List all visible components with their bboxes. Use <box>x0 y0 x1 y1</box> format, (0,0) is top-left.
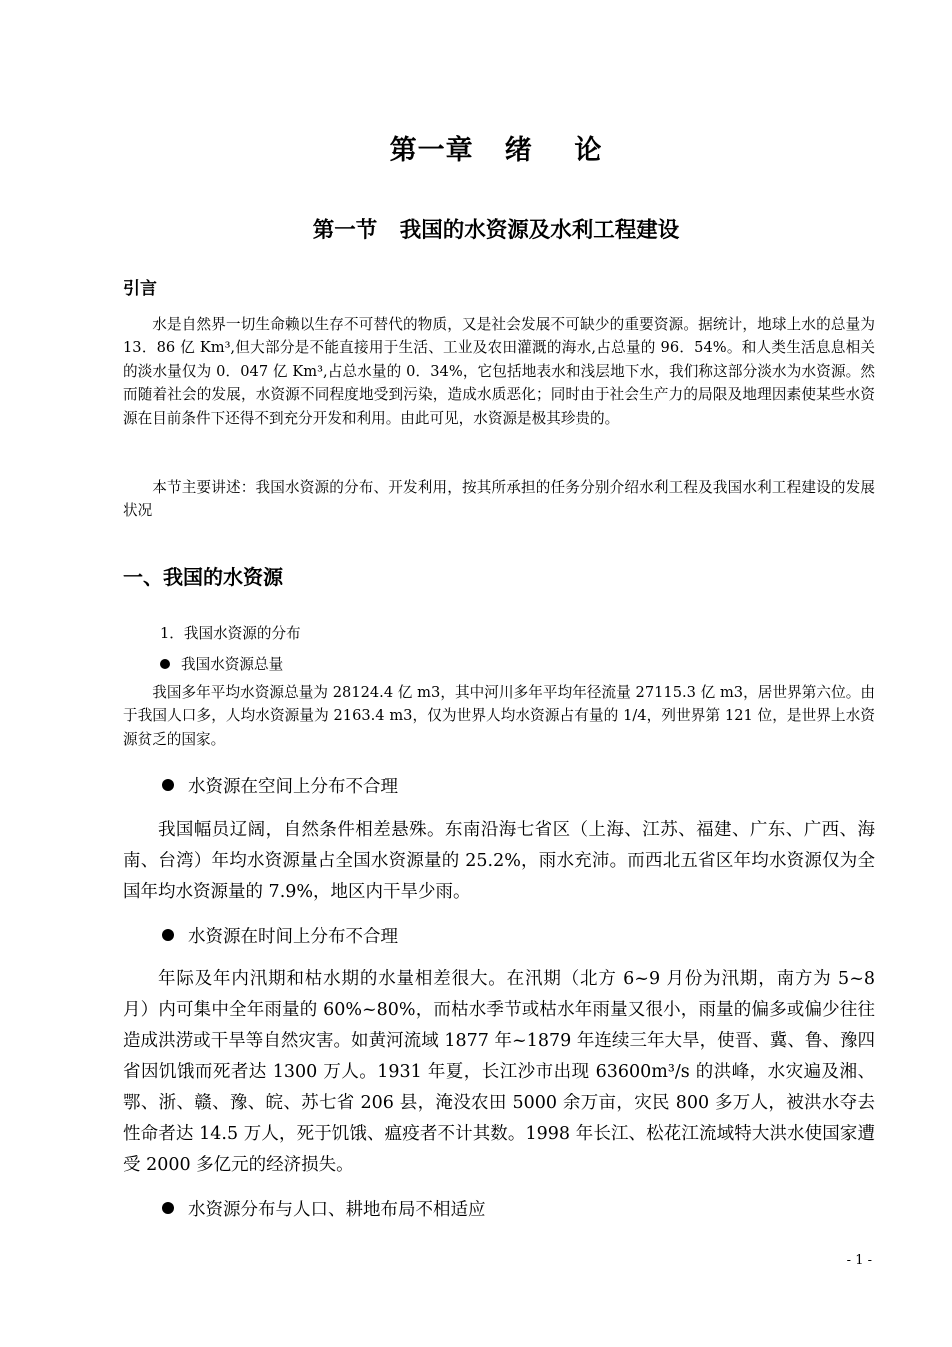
bullet-icon <box>162 779 174 791</box>
bullet-space-label: 水资源在空间上分布不合理 <box>188 777 398 797</box>
time-distribution-paragraph: 年际及年内汛期和枯水期的水量相差很大。在汛期（北方 6~9 月份为汛期，南方为 5~8 月）内可集中全年雨量的 60%~80%，而枯水季节或枯水年雨量又很小，雨量的偏多或偏少往往造成洪涝或干旱等自然灾害。如黄河流域 1877 年~1879 年连续三年大旱，使晋、冀、鲁、豫四省因饥饿而死者达 1300 万人。1931 年夏，长江沙市出现 63600m³/s 的洪峰，水灾遍及湘、鄂、浙、赣、豫、皖、苏七省 206 县，淹没农田 5000 余万亩，灾民 800 多万人，被洪水夺去性命者达 14.5 万人，死于饥饿、瘟疫者不计其数。1998 年长江、松花江流域特大洪水使国家遭受 2000 多亿元的经济损失。 <box>123 969 875 1175</box>
intro-paragraph-1: 水是自然界一切生命赖以生存不可替代的物质，又是社会发展不可缺少的重要资源。据统计，地球上水的总量为 13．86 亿 Km³,但大部分是不能直接用于生活、工业及农田灌溉的海水,占总量的 96．54%。和人类生活息息相关的淡水量仅为 0．047 亿 Km³,占总水量的 0．34%，它包括地表水和浅层地下水，我们称这部分淡水为水资源。然而随着社会的发展，水资源不同程度地受到污染，造成水质恶化；同时由于社会生产力的局限及地理因素使某些水资源在目前条件下还得不到充分开发和利用。由此可见，水资源是极其珍贵的。 <box>123 316 875 427</box>
bullet-item-time <box>162 923 398 948</box>
bullet-item-people <box>162 1196 486 1221</box>
part-one-heading: 一、我国的水资源 <box>123 565 283 589</box>
bullet-icon <box>160 659 170 669</box>
bullet-icon <box>162 1202 174 1214</box>
bullet-icon <box>162 929 174 941</box>
bullet-item-total <box>160 653 283 674</box>
bullet-item-space <box>162 773 398 798</box>
page-number: - 1 - <box>846 1253 872 1268</box>
bullet-people-label: 水资源分布与人口、耕地布局不相适应 <box>188 1200 486 1220</box>
chapter-title: 第一章 绪 论 <box>389 135 603 166</box>
space-distribution-paragraph: 我国幅员辽阔，自然条件相差悬殊。东南沿海七省区（上海、江苏、福建、广东、广西、海南、台湾）年均水资源量占全国水资源量的 25.2%，雨水充沛。而西北五省区年均水资源仅为全国年均水资源量的 7.9%，地区内干旱少雨。 <box>123 820 875 902</box>
total-resources-paragraph: 我国多年平均水资源总量为 28124.4 亿 m3，其中河川多年平均年径流量 27115.3 亿 m3，居世界第六位。由于我国人口多，人均水资源量为 2163.4 m3，仅为世界人均水资源占有量的 1/4，列世界第 121 位，是世界上水资源贫乏的国家。 <box>123 684 875 748</box>
intro-paragraph-2: 本节主要讲述：我国水资源的分布、开发利用，按其所承担的任务分别介绍水利工程及我国水利工程建设的发展状况 <box>123 479 875 520</box>
intro-heading: 引言 <box>123 279 157 299</box>
section-title: 第一节 我国的水资源及水利工程建设 <box>312 218 680 243</box>
bullet-time-label: 水资源在时间上分布不合理 <box>188 927 398 947</box>
bullet-total-label: 我国水资源总量 <box>181 656 284 673</box>
item-water-distribution: 1．我国水资源的分布 <box>160 625 301 642</box>
